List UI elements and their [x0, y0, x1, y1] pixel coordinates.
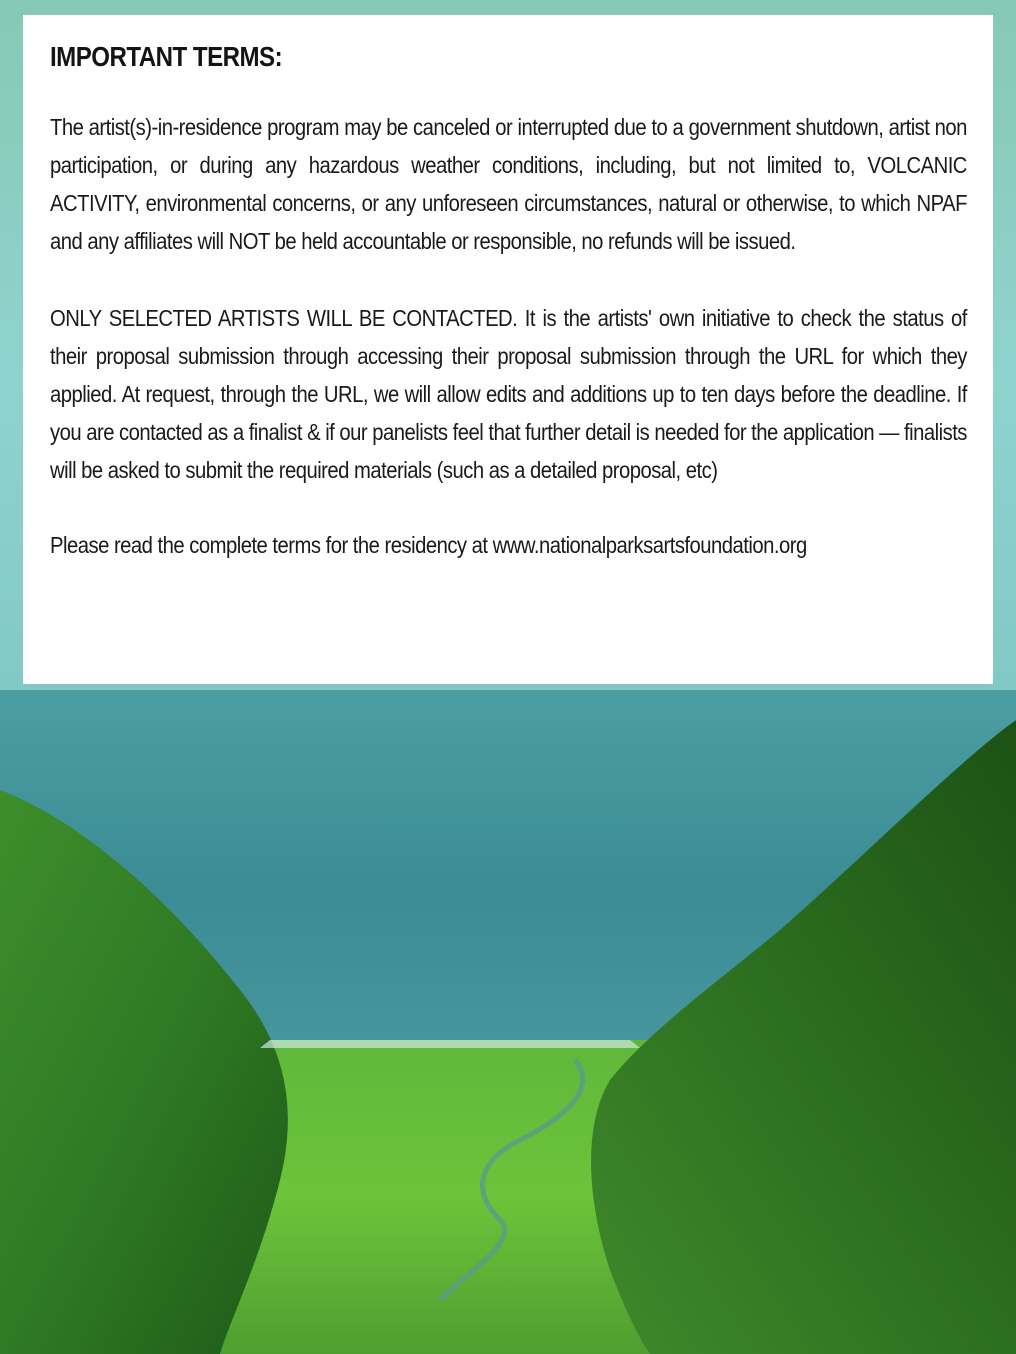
terms-paragraph-website — [50, 526, 967, 564]
terms-paragraph-website-text: Please read the complete terms for the residency at www.nationalparksartsfoundation.org — [50, 532, 807, 558]
terms-paragraph-selection — [50, 299, 967, 489]
terms-paragraph-cancellation — [50, 108, 967, 260]
terms-paragraph-selection-text: ONLY SELECTED ARTISTS WILL BE CONTACTED. It is the artists' own initiative to check the status of their proposal submission through accessing their proposal submission through the URL for which they applied. At request, through the URL, we will allow edits and additions up to ten days before the deadline. If you are contacted as a finalist & if our panelists feel that further detail is needed for the application — finalists will be asked to submit the required materials (such as a detailed proposal, etc) — [50, 305, 967, 483]
terms-paragraph-cancellation-text: The artist(s)-in-residence program may be canceled or interrupted due to a government shutdown, artist non participation, or during any hazardous weather conditions, including, but not limited to, VOLCANIC ACTIVITY, environmental concerns, or any unforeseen circumstances, natural or otherwise, to which NPAF and any affiliates will NOT be held accountable or responsible, no refunds will be issued. — [50, 114, 967, 254]
important-terms-card — [23, 15, 993, 684]
terms-heading: IMPORTANT TERMS: — [50, 41, 283, 72]
